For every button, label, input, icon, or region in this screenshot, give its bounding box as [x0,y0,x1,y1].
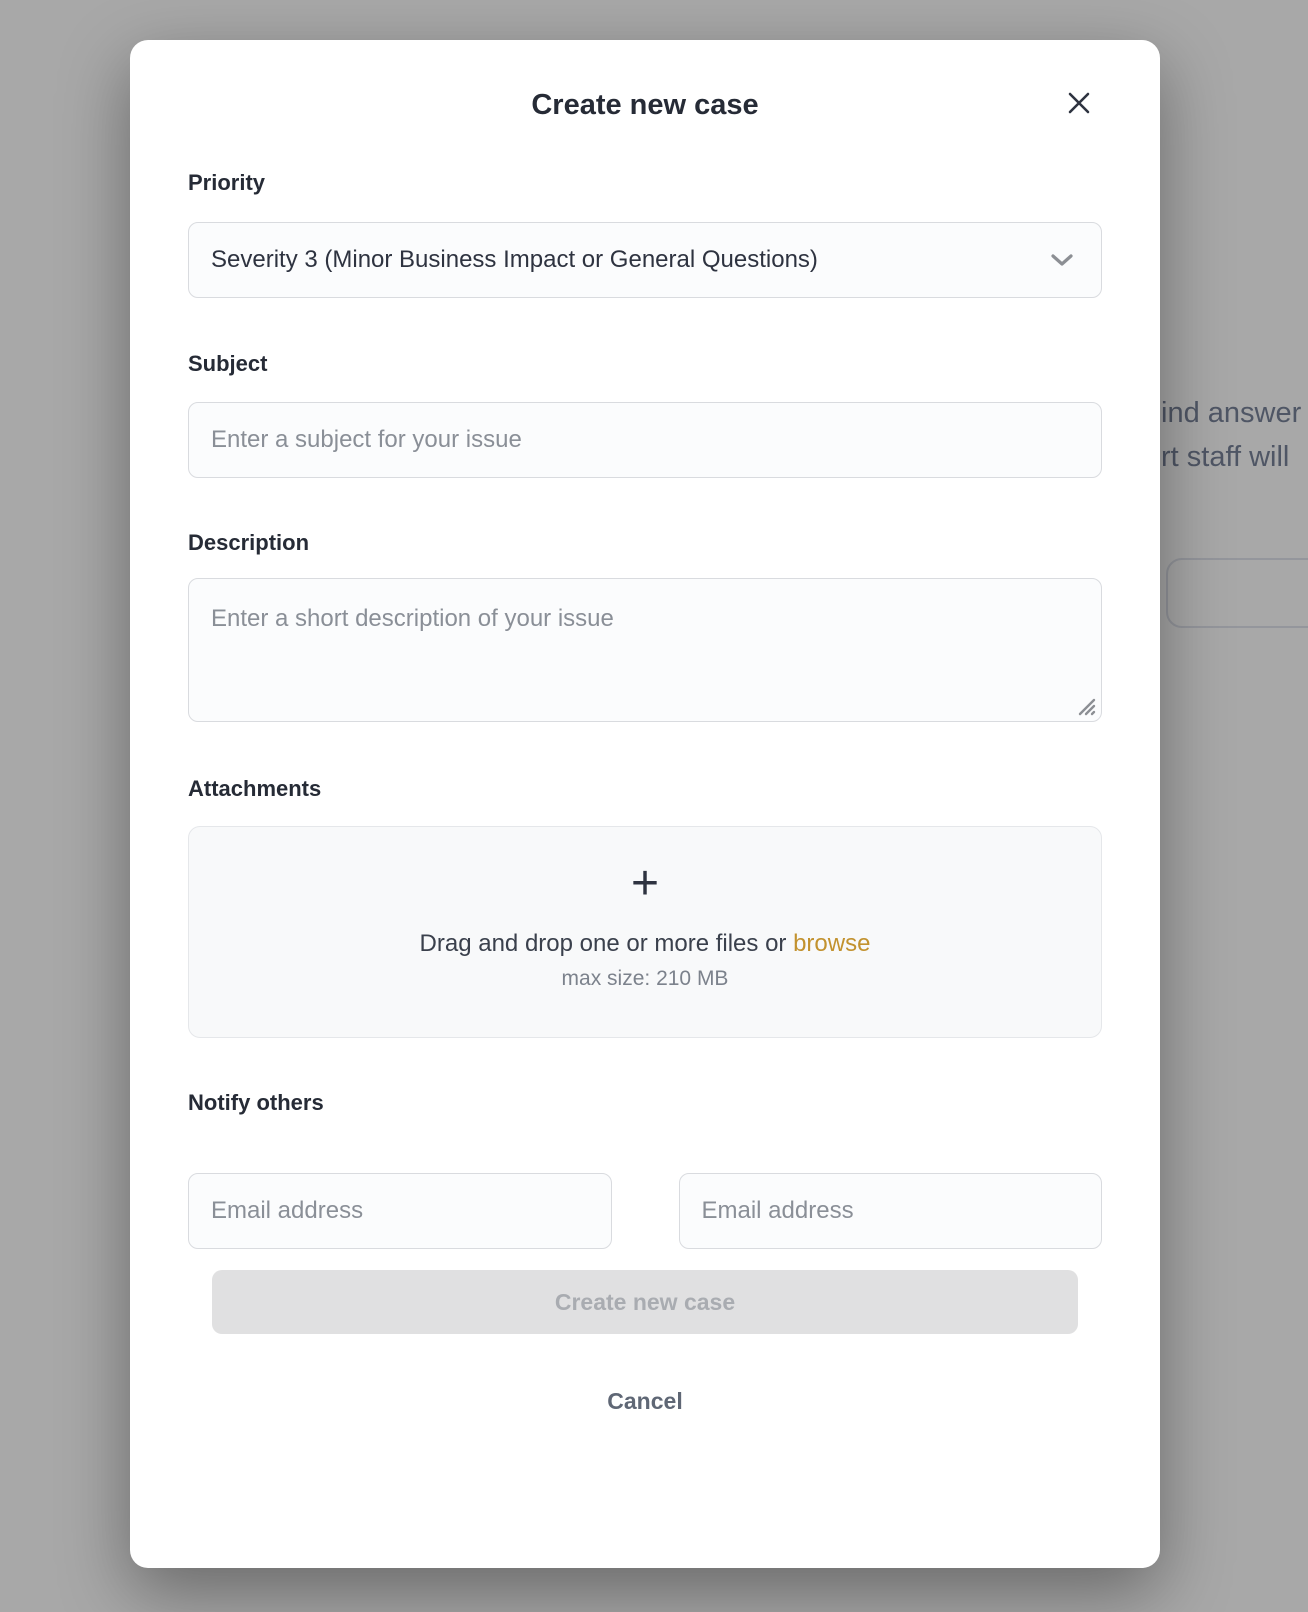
modal-title: Create new case [531,89,759,121]
resize-handle-icon[interactable] [1074,694,1096,716]
dropzone-instruction [189,929,1101,959]
priority-label: Priority [188,170,266,195]
max-size-text: max size: 210 MB [561,967,729,990]
close-icon [1064,88,1094,118]
browse-link[interactable]: browse [793,930,871,957]
priority-select[interactable] [188,222,1102,298]
background-page-text [1161,391,1301,479]
email-field-2[interactable] [679,1173,1103,1249]
email-field-1[interactable] [188,1173,612,1249]
background-outlined-box [1166,558,1308,628]
description-label: Description [188,530,310,555]
description-field-wrap [188,578,1102,722]
subject-input[interactable] [188,402,1102,478]
notify-emails-row [188,1173,1102,1249]
attachments-dropzone[interactable] [188,826,1102,1038]
background-text-line-1: ind answer [1161,397,1302,429]
plus-icon: + [630,857,660,910]
chevron-down-icon [1049,251,1075,269]
close-button[interactable] [1060,84,1098,122]
dropzone-text: Drag and drop one or more files or [419,930,787,957]
notify-others-label: Notify others [188,1090,324,1115]
background-text-line-2: rt staff will [1161,441,1290,473]
subject-label: Subject [188,351,268,376]
description-textarea[interactable] [188,578,1102,722]
priority-selected-value: Severity 3 (Minor Business Impact or General Questions) [211,246,818,273]
cancel-button[interactable]: Cancel [607,1388,683,1414]
create-case-modal [130,40,1160,1568]
attachments-label: Attachments [188,776,322,801]
create-new-case-button[interactable]: Create new case [212,1270,1078,1334]
